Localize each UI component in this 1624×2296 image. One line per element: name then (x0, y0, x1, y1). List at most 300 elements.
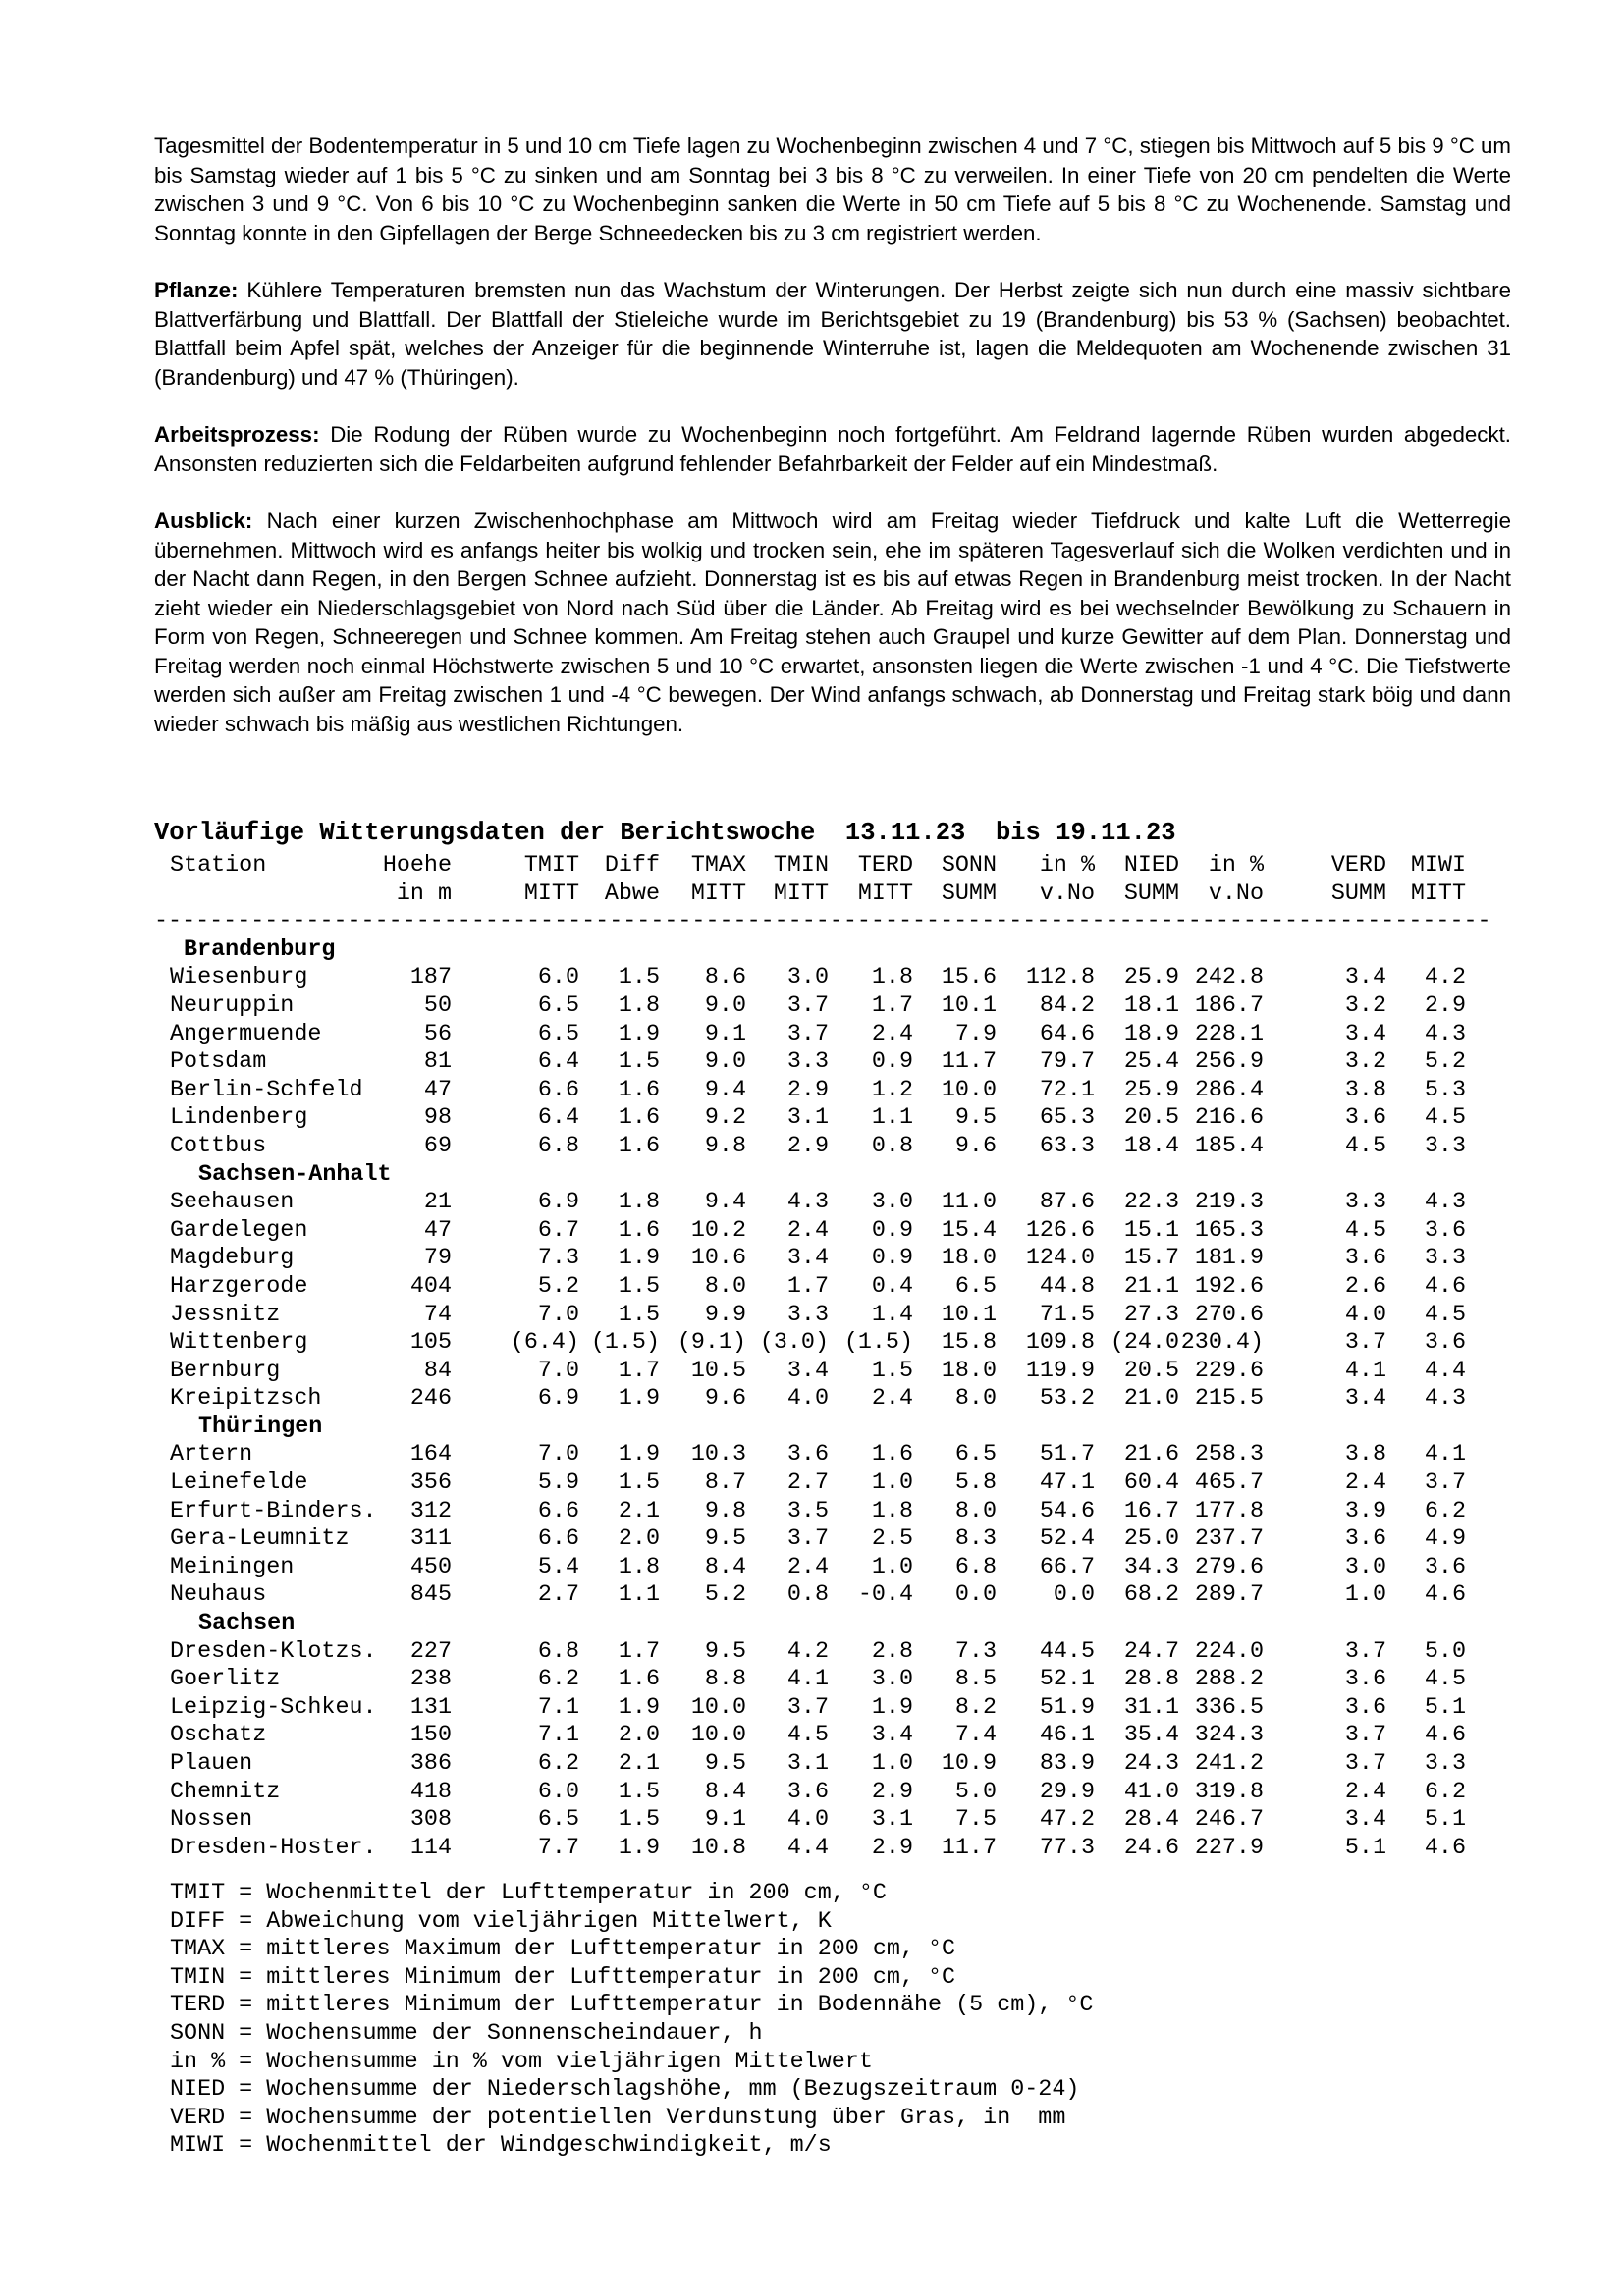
table-cell: 3.8 (1344, 1077, 1386, 1103)
table-row (154, 1694, 1529, 1723)
table-cell: 8.5 (954, 1667, 997, 1693)
outlook-paragraph (154, 507, 1511, 738)
table-cell: 1.5 (618, 1779, 660, 1805)
table-cell: 22.3 (1123, 1190, 1179, 1216)
table-cell: 3.7 (1344, 1330, 1386, 1357)
table-cell: 3.9 (1344, 1498, 1386, 1524)
table-cell: 4.0 (786, 1386, 829, 1413)
table-cell: 4.3 (1424, 1190, 1466, 1216)
group-name: Sachsen-Anhalt (198, 1161, 392, 1188)
table-cell: 6.2 (537, 1667, 579, 1693)
column-header: MITT (1410, 881, 1466, 907)
table-cell: 5.2 (537, 1273, 579, 1300)
legend-item: TERD = mittleres Minimum der Lufttemperatur in Bodennähe (5 cm), °C (170, 1993, 1094, 2019)
table-cell: 1.9 (618, 1246, 660, 1272)
table-cell: 6.8 (537, 1133, 579, 1159)
table-cell: 6.5 (537, 992, 579, 1019)
column-header: TMAX (690, 853, 746, 879)
table-cell: 1.6 (618, 1077, 660, 1103)
column-header: TMIT (523, 853, 579, 879)
table-cell: 4.1 (1344, 1358, 1386, 1384)
legend-item: TMIT = Wochenmittel der Lufttemperatur in 200 cm, °C (170, 1881, 887, 1906)
table-cell: 20.5 (1123, 1358, 1179, 1384)
table-cell: 64.6 (1039, 1021, 1095, 1047)
table-cell: 10.5 (690, 1358, 746, 1384)
paragraph-label: Arbeitsprozess: (154, 422, 320, 447)
station-name: Chemnitz (170, 1779, 281, 1805)
table-cell: 165.3 (1194, 1217, 1264, 1244)
table-cell: 6.8 (537, 1638, 579, 1665)
table-cell: 4.9 (1424, 1526, 1466, 1553)
table-cell: 177.8 (1194, 1498, 1264, 1524)
table-cell: 4.1 (1424, 1442, 1466, 1468)
table-row (154, 1302, 1529, 1330)
table-cell: 465.7 (1194, 1470, 1264, 1497)
table-cell: 1.5 (871, 1358, 913, 1384)
paragraph-label: Pflanze: (154, 278, 239, 302)
table-cell: 311 (409, 1526, 452, 1553)
table-cell: 1.7 (618, 1358, 660, 1384)
table-cell: 256.9 (1194, 1049, 1264, 1076)
table-group-header (154, 1414, 1529, 1442)
table-cell: 6.6 (537, 1077, 579, 1103)
table-cell: 2.4 (871, 1021, 913, 1047)
table-cell: 10.0 (941, 1077, 997, 1103)
table-cell: 124.0 (1025, 1246, 1095, 1272)
table-cell: 65.3 (1039, 1105, 1095, 1132)
legend-item: DIFF = Abweichung vom vieljährigen Mittelwert, K (170, 1908, 832, 1935)
table-cell: 5.0 (1424, 1638, 1466, 1665)
table-cell: 324.3 (1194, 1723, 1264, 1749)
table-cell: 3.7 (786, 1021, 829, 1047)
table-cell: 9.5 (954, 1105, 997, 1132)
table-cell: 1.5 (618, 1273, 660, 1300)
table-cell: 10.8 (690, 1835, 746, 1861)
table-cell: 3.6 (1344, 1246, 1386, 1272)
station-name: Wiesenburg (170, 965, 308, 991)
table-header-row (154, 881, 1529, 909)
table-cell: 9.4 (704, 1190, 746, 1216)
table-row (154, 1273, 1529, 1302)
station-name: Lindenberg (170, 1105, 308, 1132)
table-cell: 227 (409, 1638, 452, 1665)
table-cell: 3.4 (786, 1246, 829, 1272)
table-cell: 192.6 (1194, 1273, 1264, 1300)
table-cell: 9.1 (704, 1807, 746, 1834)
table-row (154, 1385, 1529, 1414)
work-process-paragraph (154, 420, 1511, 478)
table-cell: 5.2 (1424, 1049, 1466, 1076)
table-cell: 230.4) (1180, 1330, 1264, 1357)
table-cell: 9.4 (704, 1077, 746, 1103)
table-cell: 4.2 (786, 1638, 829, 1665)
table-cell: 9.8 (704, 1133, 746, 1159)
table-cell: 7.3 (537, 1246, 579, 1272)
table-cell: (6.4) (510, 1330, 579, 1357)
table-cell: 1.7 (871, 992, 913, 1019)
table-cell: 41.0 (1123, 1779, 1179, 1805)
table-cell: 6.9 (537, 1386, 579, 1413)
table-cell: 215.5 (1194, 1386, 1264, 1413)
table-cell: 11.7 (941, 1835, 997, 1861)
table-cell: 6.5 (954, 1273, 997, 1300)
table-title: Vorläufige Witterungsdaten der Berichtswoche 13.11.23 bis 19.11.23 (154, 819, 1176, 847)
table-cell: 6.4 (537, 1105, 579, 1132)
table-cell: 5.9 (537, 1470, 579, 1497)
table-cell: 4.5 (1424, 1302, 1466, 1328)
legend-item: VERD = Wochensumme der potentiellen Verdunstung über Gras, in mm (170, 2105, 1066, 2131)
table-cell: 2.4 (786, 1554, 829, 1580)
legend-item: SONN = Wochensumme der Sonnenscheindauer, h (170, 2020, 763, 2047)
column-header: MIWI (1410, 853, 1466, 879)
paragraph-label: Ausblick: (154, 508, 253, 533)
table-cell: 3.2 (1344, 992, 1386, 1019)
table-cell: 81 (423, 1049, 452, 1076)
table-cell: 1.0 (871, 1470, 913, 1497)
table-cell: 1.1 (618, 1582, 660, 1609)
table-cell: 2.7 (537, 1582, 579, 1609)
paragraph-text: Die Rodung der Rüben wurde zu Wochenbeginn noch fortgeführt. Am Feldrand lagernde Rüben wurden abgedeckt. Ansonsten reduzierten sich die Feldarbeiten aufgrund fehlender Befahrbarkeit der Felder auf ein Mindestmaß. (154, 422, 1511, 476)
table-cell: 7.5 (954, 1807, 997, 1834)
table-cell: 5.1 (1424, 1694, 1466, 1721)
column-header: v.No (1039, 881, 1095, 907)
table-cell: 4.3 (1424, 1386, 1466, 1413)
table-cell: 20.5 (1123, 1105, 1179, 1132)
table-cell: 238 (409, 1667, 452, 1693)
table-cell: 10.1 (941, 992, 997, 1019)
table-cell: 44.5 (1039, 1638, 1095, 1665)
table-cell: 47.2 (1039, 1807, 1095, 1834)
paragraph-text: Nach einer kurzen Zwischenhochphase am Mittwoch wird am Freitag wieder Tiefdruck und kalte Luft die Wetterregie übernehmen. Mittwoch wird es anfangs heiter bis wolkig und trocken sein, ehe im späteren Tagesverlauf sich die Wolken verdichten und in der Nacht dann Regen, in den Bergen Schnee aufzieht. Donnerstag ist es bis auf etwas Regen in Brandenburg meist trocken. In der Nacht zieht wieder ein Niederschlagsgebiet von Nord nach Süd über die Länder. Ab Freitag wird es bei wechselnder Bewölkung zu Schauern in Form von Regen, Schneeregen und Schnee kommen. Am Freitag stehen auch Graupel und kurze Gewitter auf dem Plan. Donnerstag und Freitag werden noch einmal Höchstwerte zwischen 5 und 10 °C erwartet, ansonsten liegen die Werte zwischen -1 und 4 °C. Die Tiefstwerte werden sich außer am Freitag zwischen 1 und -4 °C bewegen. Der Wind anfangs schwach, ab Donnerstag und Freitag stark böig und dann wieder schwach bis mäßig aus westlichen Richtungen. (154, 508, 1511, 736)
table-cell: 5.1 (1344, 1835, 1386, 1861)
table-cell: 5.1 (1424, 1807, 1466, 1834)
table-cell: 119.9 (1025, 1358, 1095, 1384)
table-cell: 7.7 (537, 1835, 579, 1861)
station-name: Dresden-Hoster. (170, 1835, 377, 1861)
table-cell: 2.4 (871, 1386, 913, 1413)
table-cell: 1.8 (871, 1498, 913, 1524)
table-cell: 7.4 (954, 1723, 997, 1749)
table-cell: 1.2 (871, 1077, 913, 1103)
table-rule: ------------------------------------------------------------------------------------------------- (154, 909, 1491, 935)
table-cell: 18.9 (1123, 1021, 1179, 1047)
table-cell: 228.1 (1194, 1021, 1264, 1047)
table-cell: 52.4 (1039, 1526, 1095, 1553)
table-cell: 6.2 (1424, 1779, 1466, 1805)
table-cell: 2.5 (871, 1526, 913, 1553)
table-cell: 242.8 (1194, 965, 1264, 991)
table-cell: 6.5 (537, 1807, 579, 1834)
station-name: Artern (170, 1442, 253, 1468)
table-cell: 0.8 (786, 1582, 829, 1609)
column-header: TMIN (773, 853, 829, 879)
table-row (154, 1189, 1529, 1217)
table-row (154, 1806, 1529, 1835)
table-cell: 1.6 (871, 1442, 913, 1468)
table-cell: 3.0 (786, 965, 829, 991)
table-cell: 1.9 (871, 1694, 913, 1721)
table-cell: 18.1 (1123, 992, 1179, 1019)
table-cell: 6.0 (537, 965, 579, 991)
column-header: MITT (773, 881, 829, 907)
legend-item: NIED = Wochensumme der Niederschlagshöhe, mm (Bezugszeitraum 0-24) (170, 2077, 1080, 2104)
table-cell: (1.5) (843, 1330, 913, 1357)
table-cell: 2.7 (786, 1470, 829, 1497)
table-cell: 69 (423, 1133, 452, 1159)
table-cell: 1.8 (618, 1190, 660, 1216)
table-cell: 1.7 (786, 1273, 829, 1300)
table-cell: 2.1 (618, 1751, 660, 1777)
table-cell: 241.2 (1194, 1751, 1264, 1777)
table-cell: (3.0) (759, 1330, 829, 1357)
table-cell: 4.5 (786, 1723, 829, 1749)
table-cell: 44.8 (1039, 1273, 1095, 1300)
table-cell: 28.8 (1123, 1667, 1179, 1693)
station-name: Nossen (170, 1807, 253, 1834)
table-cell: 2.4 (1344, 1470, 1386, 1497)
table-cell: 150 (409, 1723, 452, 1749)
table-cell: 845 (409, 1582, 452, 1609)
table-cell: 21 (423, 1190, 452, 1216)
station-name: Gera-Leumnitz (170, 1526, 350, 1553)
table-row (154, 1835, 1529, 1863)
table-cell: 9.5 (704, 1638, 746, 1665)
station-name: Dresden-Klotzs. (170, 1638, 377, 1665)
table-cell: 4.5 (1344, 1133, 1386, 1159)
table-cell: 50 (423, 992, 452, 1019)
table-cell: 1.9 (618, 1835, 660, 1861)
table-cell: 0.0 (1053, 1582, 1095, 1609)
table-cell: 3.7 (1344, 1751, 1386, 1777)
table-cell: 219.3 (1194, 1190, 1264, 1216)
table-cell: 224.0 (1194, 1638, 1264, 1665)
table-cell: 6.0 (537, 1779, 579, 1805)
table-cell: 289.7 (1194, 1582, 1264, 1609)
table-cell: 21.6 (1123, 1442, 1179, 1468)
table-cell: 386 (409, 1751, 452, 1777)
group-name: Thüringen (198, 1414, 323, 1440)
table-cell: 131 (409, 1694, 452, 1721)
column-header: VERD (1330, 853, 1386, 879)
column-header: v.No (1208, 881, 1264, 907)
table-cell: 60.4 (1123, 1470, 1179, 1497)
table-cell: 1.8 (871, 965, 913, 991)
table-cell: 227.9 (1194, 1835, 1264, 1861)
table-cell: 6.6 (537, 1498, 579, 1524)
table-cell: 404 (409, 1273, 452, 1300)
table-cell: 4.6 (1424, 1582, 1466, 1609)
table-cell: 5.8 (954, 1470, 997, 1497)
table-cell: 9.0 (704, 992, 746, 1019)
station-name: Wittenberg (170, 1330, 308, 1357)
paragraph-text: Tagesmittel der Bodentemperatur in 5 und 10 cm Tiefe lagen zu Wochenbeginn zwischen 4 und 7 °C, stiegen bis Mittwoch auf 5 bis 9 °C um bis Samstag wieder auf 1 bis 5 °C zu sinken und am Sonntag bei 3 bis 8 °C zu verweilen. In einer Tiefe von 20 cm pendelten die Werte zwischen 3 und 9 °C. Von 6 bis 10 °C zu Wochenbeginn sanken die Werte in 50 cm Tiefe auf 5 bis 8 °C zu Wochenende. Samstag und Sonntag konnte in den Gipfellagen der Berge Schneedecken bis zu 3 cm registriert werden. (154, 133, 1512, 245)
table-cell: 7.9 (954, 1021, 997, 1047)
station-name: Erfurt-Binders. (170, 1498, 377, 1524)
table-cell: 3.4 (786, 1358, 829, 1384)
table-cell: 270.6 (1194, 1302, 1264, 1328)
table-cell: 15.6 (941, 965, 997, 991)
group-name: Sachsen (198, 1611, 296, 1637)
table-cell: 7.1 (537, 1723, 579, 1749)
column-header: MITT (690, 881, 746, 907)
table-cell: 3.7 (1424, 1470, 1466, 1497)
table-row (154, 1245, 1529, 1273)
table-cell: 4.0 (786, 1807, 829, 1834)
table-cell: 84 (423, 1358, 452, 1384)
table-group-header (154, 1161, 1529, 1190)
table-cell: 4.2 (1424, 965, 1466, 991)
table-row (154, 964, 1529, 992)
table-cell: 47.1 (1039, 1470, 1095, 1497)
table-cell: 7.0 (537, 1302, 579, 1328)
table-cell: 8.2 (954, 1694, 997, 1721)
table-cell: 3.1 (786, 1105, 829, 1132)
table-cell: 3.7 (1344, 1638, 1386, 1665)
table-cell: 3.6 (786, 1779, 829, 1805)
column-header: in % (1208, 853, 1264, 879)
table-cell: 1.5 (618, 1807, 660, 1834)
table-cell: 105 (409, 1330, 452, 1357)
paragraph-text: Kühlere Temperaturen bremsten nun das Wachstum der Winterungen. Der Herbst zeigte sich nun durch eine massiv sichtbare Blattverfärbung und Blattfall. Der Blattfall der Stieleiche wurde im Berichtsgebiet zu 19 (Brandenburg) bis 53 % (Sachsen) beobachtet. Blattfall beim Apfel spät, welches der Anzeiger für die beginnende Winterruhe ist, lagen die Meldequoten am Wochenende zwischen 31 (Brandenburg) und 47 % (Thüringen). (154, 278, 1511, 390)
table-cell: 47 (423, 1077, 452, 1103)
table-cell: 3.3 (786, 1049, 829, 1076)
table-cell: 1.9 (618, 1442, 660, 1468)
table-cell: 4.6 (1424, 1723, 1466, 1749)
table-row (154, 1469, 1529, 1498)
table-cell: 6.6 (537, 1526, 579, 1553)
table-cell: 4.3 (786, 1190, 829, 1216)
table-row (154, 1133, 1529, 1161)
table-cell: 3.3 (1344, 1190, 1386, 1216)
table-cell: 4.4 (786, 1835, 829, 1861)
table-cell: 7.0 (537, 1442, 579, 1468)
table-cell: 3.1 (871, 1807, 913, 1834)
table-row (154, 1666, 1529, 1694)
column-header: Hoehe (382, 853, 452, 879)
station-name: Neuruppin (170, 992, 295, 1019)
table-cell: 18.0 (941, 1358, 997, 1384)
table-cell: 312 (409, 1498, 452, 1524)
table-cell: 7.3 (954, 1638, 997, 1665)
table-cell: 7.1 (537, 1694, 579, 1721)
column-header: SUMM (941, 881, 997, 907)
table-cell: 84.2 (1039, 992, 1095, 1019)
table-cell: 11.7 (941, 1049, 997, 1076)
table-row (154, 1779, 1529, 1807)
table-cell: 1.8 (618, 992, 660, 1019)
table-cell: 10.0 (690, 1694, 746, 1721)
table-cell: 187 (409, 965, 452, 991)
table-cell: 3.0 (871, 1667, 913, 1693)
legend-item: in % = Wochensumme in % vom vieljährigen Mittelwert (170, 2049, 873, 2075)
station-name: Angermuende (170, 1021, 322, 1047)
table-cell: 336.5 (1194, 1694, 1264, 1721)
table-cell: 258.3 (1194, 1442, 1264, 1468)
table-cell: 3.5 (786, 1498, 829, 1524)
table-cell: 24.7 (1123, 1638, 1179, 1665)
table-cell: 3.6 (786, 1442, 829, 1468)
table-cell: 15.8 (941, 1330, 997, 1357)
table-cell: 246.7 (1194, 1807, 1264, 1834)
station-name: Berlin-Schfeld (170, 1077, 363, 1103)
table-cell: 4.6 (1424, 1835, 1466, 1861)
table-cell: 114 (409, 1835, 452, 1861)
table-cell: 9.9 (704, 1302, 746, 1328)
table-cell: 34.3 (1123, 1554, 1179, 1580)
table-cell: 25.4 (1123, 1049, 1179, 1076)
table-cell: 0.9 (871, 1217, 913, 1244)
table-cell: 3.8 (1344, 1442, 1386, 1468)
table-cell: 9.6 (954, 1133, 997, 1159)
table-cell: 288.2 (1194, 1667, 1264, 1693)
table-cell: 21.1 (1123, 1273, 1179, 1300)
table-cell: 8.3 (954, 1526, 997, 1553)
table-cell: 51.9 (1039, 1694, 1095, 1721)
table-cell: 8.7 (704, 1470, 746, 1497)
table-cell: 2.1 (618, 1498, 660, 1524)
station-name: Jessnitz (170, 1302, 281, 1328)
table-cell: 54.6 (1039, 1498, 1095, 1524)
table-cell: 31.1 (1123, 1694, 1179, 1721)
table-cell: 8.0 (954, 1498, 997, 1524)
table-cell: 10.1 (941, 1302, 997, 1328)
station-name: Magdeburg (170, 1246, 295, 1272)
table-cell: 16.7 (1123, 1498, 1179, 1524)
table-cell: 1.7 (618, 1638, 660, 1665)
table-cell: 2.9 (871, 1779, 913, 1805)
table-cell: 3.7 (786, 1694, 829, 1721)
table-cell: 9.5 (704, 1751, 746, 1777)
table-cell: 2.4 (786, 1217, 829, 1244)
table-cell: 68.2 (1123, 1582, 1179, 1609)
table-cell: 25.9 (1123, 965, 1179, 991)
table-cell: 98 (423, 1105, 452, 1132)
table-cell: 3.6 (1344, 1667, 1386, 1693)
table-cell: 216.6 (1194, 1105, 1264, 1132)
station-name: Neuhaus (170, 1582, 267, 1609)
table-cell: 53.2 (1039, 1386, 1095, 1413)
station-name: Gardelegen (170, 1217, 308, 1244)
table-cell: 4.5 (1424, 1105, 1466, 1132)
table-row (154, 1498, 1529, 1526)
table-cell: 28.4 (1123, 1807, 1179, 1834)
table-row (154, 1217, 1529, 1246)
table-cell: 3.6 (1344, 1526, 1386, 1553)
table-cell: 2.9 (1424, 992, 1466, 1019)
table-cell: 319.8 (1194, 1779, 1264, 1805)
table-cell: 18.4 (1123, 1133, 1179, 1159)
table-group-header (154, 936, 1529, 965)
table-cell: 1.4 (871, 1302, 913, 1328)
station-name: Leipzig-Schkeu. (170, 1694, 377, 1721)
table-cell: 8.4 (704, 1554, 746, 1580)
table-cell: 2.9 (786, 1133, 829, 1159)
table-cell: 1.5 (618, 1470, 660, 1497)
table-row (154, 1525, 1529, 1554)
table-cell: 8.6 (704, 965, 746, 991)
station-name: Bernburg (170, 1358, 281, 1384)
table-cell: 18.0 (941, 1246, 997, 1272)
table-cell: 9.0 (704, 1049, 746, 1076)
table-cell: 6.5 (537, 1021, 579, 1047)
table-cell: 0.4 (871, 1273, 913, 1300)
table-cell: 71.5 (1039, 1302, 1095, 1328)
column-header: NIED (1123, 853, 1179, 879)
table-cell: 4.5 (1424, 1667, 1466, 1693)
table-cell: 79.7 (1039, 1049, 1095, 1076)
table-cell: 126.6 (1025, 1217, 1095, 1244)
column-header: Abwe (604, 881, 660, 907)
